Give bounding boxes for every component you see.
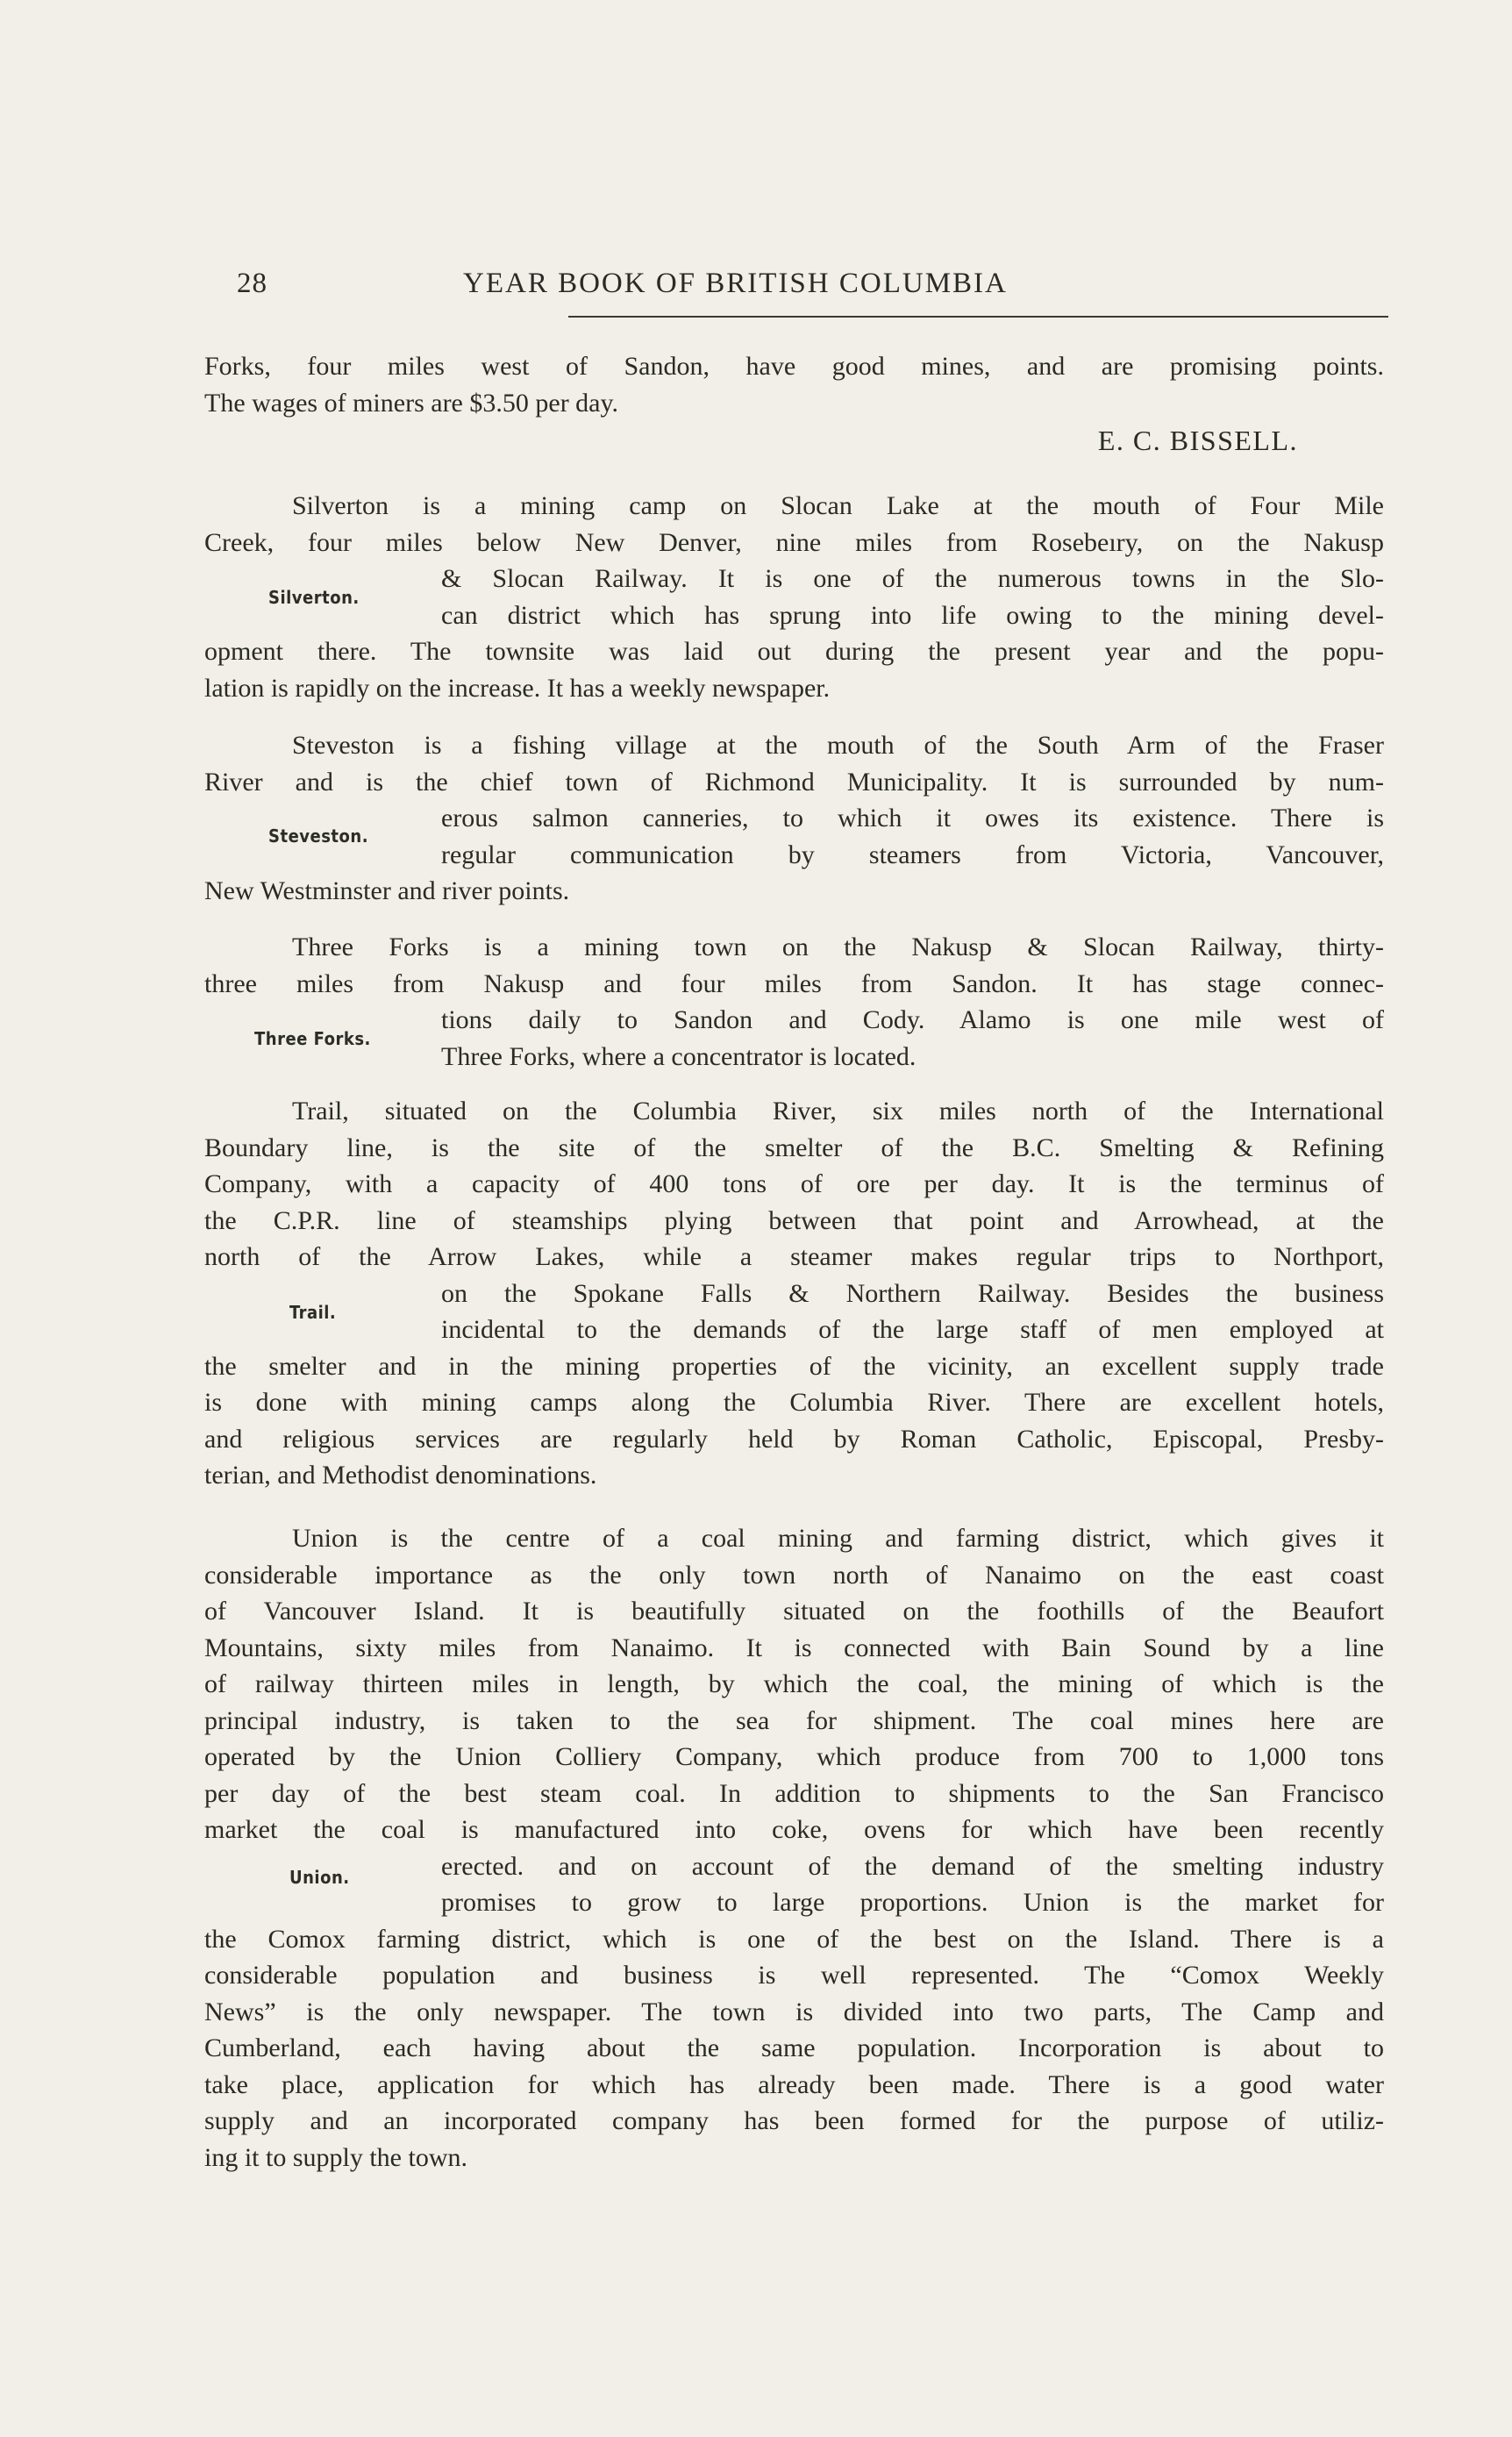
text-line: the C.P.R. line of steamships plying between that point and Arrowhead, at the	[204, 1205, 1384, 1235]
text-line: Union is the centre of a coal mining and farming district, which gives it	[292, 1524, 1384, 1553]
text-line: take place, application for which has already been made. There is a good water	[204, 2069, 1384, 2099]
text-line: of railway thirteen miles in length, by which the coal, the mining of which is the	[204, 1669, 1384, 1698]
text-line: New Westminster and river points.	[204, 876, 570, 905]
text-line: principal industry, is taken to the sea for shipment. The coal mines here are	[204, 1705, 1384, 1735]
text-line: regular communication by steamers from Victoria, Vancouver,	[441, 840, 1384, 869]
text-line: considerable importance as the only town north of Nanaimo on the east coast	[204, 1560, 1384, 1590]
text-line: Trail, situated on the Columbia River, six miles north of the International	[292, 1097, 1384, 1126]
sidenote-silverton: Silverton.	[268, 587, 360, 608]
text-line: operated by the Union Colliery Company, which produce from 700 to 1,000 tons	[204, 1742, 1384, 1771]
text-line: considerable population and business is well represented. The “Comox Weekly	[204, 1961, 1384, 1990]
text-line: Company, with a capacity of 400 tons of ore per day. It is the terminus of	[204, 1169, 1384, 1198]
text-line: River and is the chief town of Richmond Municipality. It is surrounded by num-	[204, 767, 1384, 797]
header-rule	[568, 316, 1388, 318]
text-line: can district which has sprung into life owing to the mining devel-	[441, 600, 1384, 630]
text-line: incidental to the demands of the large staff of men employed at	[441, 1315, 1384, 1344]
text-line: Steveston is a fishing village at the mouth of the South Arm of the Fraser	[292, 731, 1384, 760]
text-line: tions daily to Sandon and Cody. Alamo is one mile west of	[441, 1005, 1384, 1034]
sidenote-steveston: Steveston.	[268, 825, 369, 847]
paragraph-union	[204, 1520, 1384, 2176]
text-line: erected. and on account of the demand of the smelting industry	[441, 1851, 1384, 1881]
sidenote-union: Union.	[289, 1867, 350, 1888]
signature: E. C. BISSELL.	[1097, 425, 1298, 456]
text-line: The wages of miners are $3.50 per day.	[204, 388, 619, 418]
text-line: three miles from Nakusp and four miles from Sandon. It has stage connec-	[204, 968, 1384, 998]
text-line: market the coal is manufactured into coke, ovens for which have been recently	[204, 1815, 1384, 1844]
page-number: 28	[237, 268, 267, 299]
text-line: lation is rapidly on the increase. It has a weekly newspaper.	[204, 673, 831, 703]
text-line: opment there. The townsite was laid out during the present year and the popu-	[204, 637, 1384, 666]
text-line: Boundary line, is the site of the smelter of the B.C. Smelting & Refining	[204, 1133, 1384, 1162]
sidenote-trail: Trail.	[289, 1302, 337, 1323]
page-header	[237, 268, 1386, 306]
text-line: per day of the best steam coal. In addition to shipments to the San Francisco	[204, 1778, 1384, 1808]
paragraph-steveston	[204, 727, 1384, 910]
text-line: on the Spokane Falls & Northern Railway. Besides the business	[441, 1278, 1384, 1308]
text-line: promises to grow to large proportions. Union is the market for	[441, 1888, 1384, 1917]
sidenote-three-forks: Three Forks.	[254, 1028, 371, 1049]
text-line: News” is the only newspaper. The town is divided into two parts, The Camp and	[204, 1997, 1384, 2026]
intro-paragraph	[204, 348, 1384, 421]
text-line: supply and an incorporated company has been formed for the purpose of utiliz-	[204, 2106, 1384, 2135]
running-title: YEAR BOOK OF BRITISH COLUMBIA	[463, 268, 1008, 299]
text-line: terian, and Methodist denominations.	[204, 1461, 597, 1490]
text-line: ing it to supply the town.	[204, 2142, 467, 2172]
text-line: the smelter and in the mining properties of the vicinity, an excellent supply trade	[204, 1351, 1384, 1381]
text-line: of Vancouver Island. It is beautifully situated on the foothills of the Beaufort	[204, 1597, 1384, 1626]
text-line: the Comox farming district, which is one of the best on the Island. There is a	[204, 1924, 1384, 1954]
text-line: Cumberland, each having about the same population. Incorporation is about to	[204, 2033, 1384, 2062]
text-line: erous salmon canneries, to which it owes its existence. There is	[441, 804, 1384, 833]
text-line: north of the Arrow Lakes, while a steamer makes regular trips to Northport,	[204, 1242, 1384, 1271]
text-line: is done with mining camps along the Columbia River. There are excellent hotels,	[204, 1388, 1384, 1417]
text-line: Forks, four miles west of Sandon, have good mines, and are promising points.	[204, 352, 1384, 381]
text-line: Silverton is a mining camp on Slocan Lake at the mouth of Four Mile	[292, 491, 1384, 520]
paragraph-three-forks	[204, 929, 1384, 1075]
text-line: Three Forks is a mining town on the Nakusp & Slocan Railway, thirty-	[292, 933, 1384, 961]
text-line: Three Forks, where a concentrator is located.	[441, 1041, 916, 1071]
paragraph-trail	[204, 1093, 1384, 1494]
text-line: Mountains, sixty miles from Nanaimo. It is connected with Bain Sound by a line	[204, 1633, 1384, 1662]
text-line: & Slocan Railway. It is one of the numerous towns in the Slo-	[441, 564, 1384, 593]
text-line: Creek, four miles below New Denver, nine miles from Rosebeıry, on the Nakusp	[204, 527, 1384, 557]
text-line: and religious services are regularly held by Roman Catholic, Episcopal, Presby-	[204, 1424, 1384, 1454]
paragraph-silverton	[204, 488, 1384, 706]
